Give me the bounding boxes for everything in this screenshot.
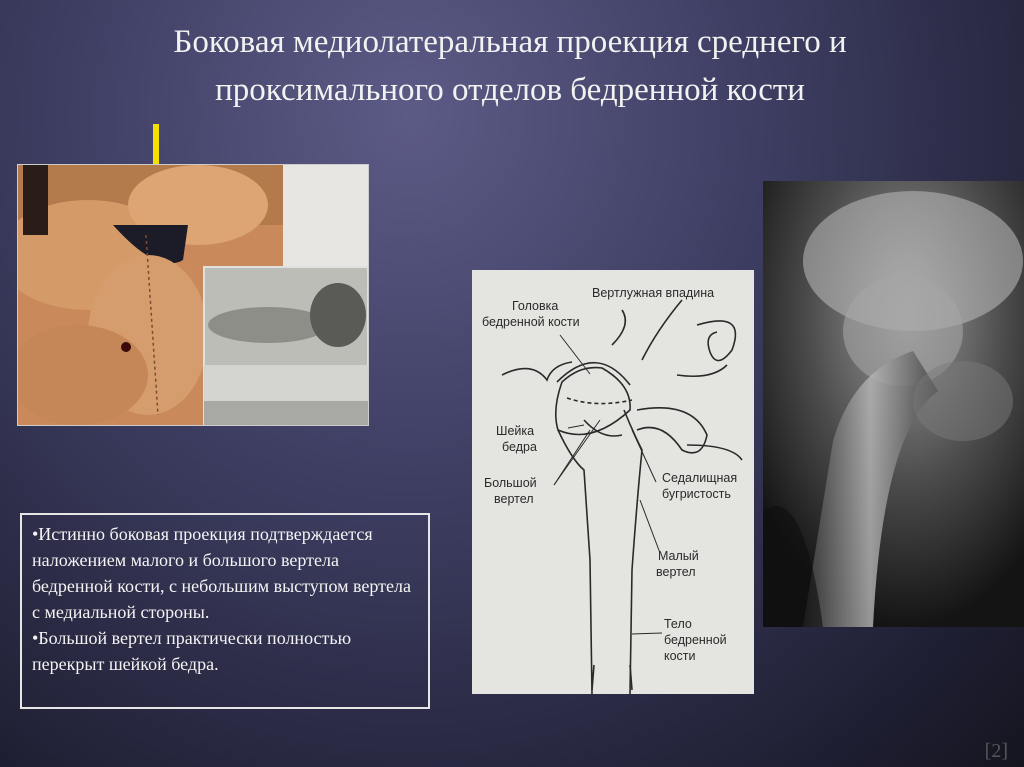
page-number: [2] bbox=[984, 740, 1008, 762]
label-shaft-3: кости bbox=[664, 649, 696, 663]
label-greater-trochanter-2: вертел bbox=[494, 492, 534, 506]
femur-anatomy-diagram bbox=[472, 270, 754, 694]
label-greater-trochanter-1: Большой bbox=[484, 476, 537, 490]
label-neck-2: бедра bbox=[502, 440, 537, 454]
label-acetabulum: Вертлужная впадина bbox=[592, 286, 715, 300]
label-head-1: Головка bbox=[512, 299, 559, 313]
description-text-box bbox=[20, 513, 430, 709]
title-line-2: проксимального отделов бедренной кости bbox=[215, 72, 805, 108]
label-ischial-1: Седалищная bbox=[662, 471, 738, 485]
patient-positioning-photo bbox=[17, 164, 369, 426]
label-neck-1: Шейка bbox=[496, 424, 535, 438]
label-head-2: бедренной кости bbox=[482, 315, 580, 329]
hip-xray-image bbox=[763, 181, 1024, 627]
description-item-2: •Большой вертел практически полностью перекрыт шейкой бедра. bbox=[32, 628, 352, 674]
description-item-1: •Истинно боковая проекция подтверждается наложением малого и большого вертела бедренной кости, с небольшим выступом вертела с медиальной стороны. bbox=[32, 524, 411, 622]
label-lesser-trochanter-1: Малый bbox=[658, 549, 699, 563]
label-ischial-2: бугристость bbox=[662, 487, 731, 501]
label-shaft-2: бедренной bbox=[664, 633, 727, 647]
label-shaft-1: Тело bbox=[664, 617, 692, 631]
slide-title bbox=[60, 18, 960, 114]
label-lesser-trochanter-2: вертел bbox=[656, 565, 696, 579]
title-line-1: Боковая медиолатеральная проекция среднего и bbox=[173, 24, 847, 60]
